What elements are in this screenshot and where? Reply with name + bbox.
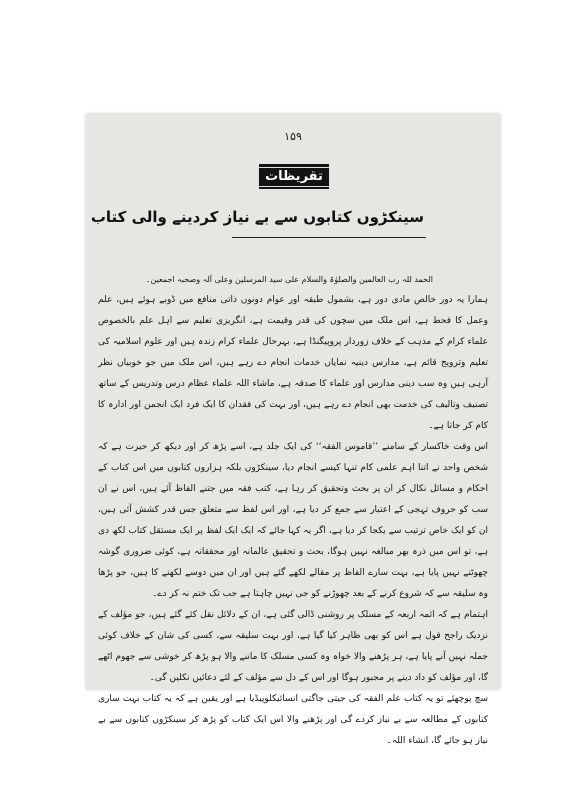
paragraph: اس وقت خاکسار کے سامنے ’’قاموس الفقہ‘‘ کی ایک جلد ہے، اسے پڑھ کر اور دیکھ کر حیرت ہے کہ شخص واحد نے اتنا اہم علمی کام تنہا کیسے انجام دیا، سینکڑوں بلکہ ہزاروں کتابوں میں اس کتاب کے احکام و مسائل نکال کر ان پر بحث وتحقیق کر رہا ہے، کتب فقہ میں جتنے الفاظ آئے ہیں، اس نے ان سب کو حروف تہجی کے اعتبار سے جمع کر دیا ہے، اور اس لفظ سے متعلق جس قدر کشش آئی ہیں، ان کو ایک خاص ترتیب سے یکجا کر دیا ہے، اگر یہ کہا جائے کہ ایک ایک لفظ پر ایک مستقل کتاب لکھ دی ہے، تو اس میں ذرہ بھر مبالغہ نہیں ہوگا، بحث و تحقیق عالمانہ اور محققانہ ہے، کوئی ضروری گوشہ چھوٹنے نہیں پایا ہے، بہت سارے الفاظ پر مقالے لکھے گئے ہیں اور ان میں دوسے لکھنے کا ہیں، جو پڑھا وہ سلیقہ سے کہ شروع کرنے کے بعد چھوڑنے کو جی نہیں چاہتا ہے جب تک ختم نہ کر دے۔ [98,442,488,599]
body-text [98,269,488,752]
paragraph: ہمارا یہ دور خالص مادی دور ہے، بشمول طبقہ اور عوام دونوں ذاتی منافع میں ڈوبے ہوئے ہیں، علم وعمل کا قحط ہے، اس ملک میں سچوں کی قدر وقیمت ہے، انگریزی تعلیم سے اہل علم بالخصوص علماء کرام کے مذہب کے خلاف زوردار پروپیگنڈا ہے، بہرحال علماء کرام زندہ ہیں اور علوم اسلامیہ کی تعلیم وترویج قائم ہے، مدارس دینیہ نمایاں خدمات انجام دے رہے ہیں، اس ملک میں جو خوبیاں نظر آرہی ہیں وہ سب دینی مدارس اور علماء کا صدقہ ہے، ماشاء اللہ علماء عظام درس وتدریس کے ساتھ تصنیف وتالیف کی خدمت بھی انجام دے رہے ہیں، اور بہت کی فقدان کا ایک فرد ایک انجمن اور ادارہ کا کام کر جاتا ہے۔ [98,295,488,431]
greeting-line: الحمد للہ رب العالمین والصلوٰۃ والسلام علی سید المرسلین وعلی آلہ وصحبہ اجمعین۔ [145,275,433,284]
paragraph: سچ پوچھئے تو یہ کتاب علم الفقہ کی جیتی جاگتی انسائیکلوپیڈیا ہے اور یقین ہے کہ یہ کتاب بہت ساری کتابوں کے مطالعہ سے بے نیاز کردے گی اور پڑھنے والا اس ایک کتاب کو پڑھ کر سینکڑوں کتابوں سے بے نیاز ہو جائے گا، انشاء اللہ۔ [98,694,488,746]
page-title: سینکڑوں کتابوں سے بے نیاز کردینے والی کتاب [90,208,424,226]
page-number: ۱۵۹ [284,130,302,143]
title-underline [232,237,426,238]
section-heading: تقریظات [258,167,330,187]
book-page [86,114,500,746]
paragraph: اہتمام ہے کہ ائمہ اربعہ کے مسلک پر روشنی ڈالی گئی ہے، ان کے دلائل نقل کئے گئے ہیں، جو مؤلف کے نزدیک راجح قول ہے اس کو بھی ظاہر کیا گیا ہے، اور بہت سلیقہ سے، کسی کی شان کے خلاف کوئی جملہ نہیں آنے پایا ہے، ہر پڑھنے والا خواہ وہ کسی مسلک کا ماننے والا ہو پڑھ کر خوشی سے جھوم اٹھے گا، اور مؤلف کو داد دینے پر مجبور ہوگا اور اس کے دل سے مؤلف کے لئے دعائیں نکلیں گی۔ [98,610,488,683]
section-heading-badge [259,164,329,189]
